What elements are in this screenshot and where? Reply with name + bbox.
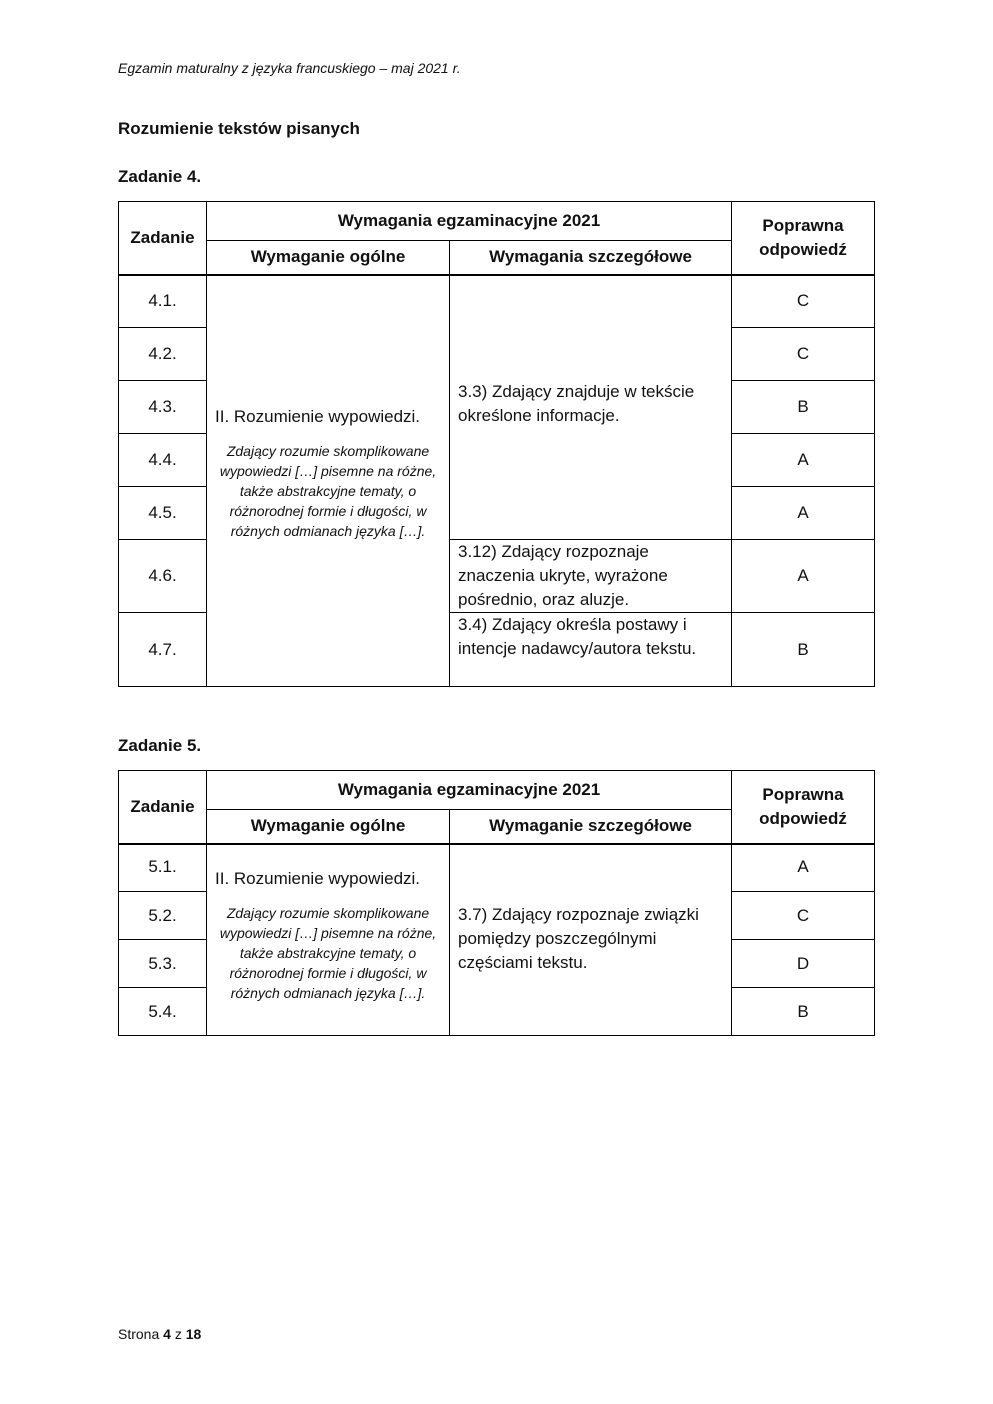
detail-requirement-text: 3.7) Zdający rozpoznaje związki pomiędzy poszczególnymi częściami tekstu.	[458, 904, 699, 972]
col-general-header: Wymaganie ogólne	[207, 241, 450, 275]
col-answer-line2: odpowiedź	[759, 808, 847, 828]
correct-answer: B	[732, 613, 875, 687]
detail-requirement-text: 3.3) Zdający znajduje w tekście określone informacje.	[458, 381, 695, 425]
page-footer	[118, 1326, 201, 1342]
task-5-table	[118, 770, 875, 1036]
col-detail-header: Wymaganie szczegółowe	[450, 810, 732, 844]
detail-requirement	[450, 613, 732, 687]
col-general-header: Wymaganie ogólne	[207, 810, 450, 844]
task-number: 4.1.	[119, 275, 207, 328]
footer-prefix: Strona	[118, 1326, 160, 1342]
col-answer-line1: Poprawna	[762, 784, 844, 804]
correct-answer: C	[732, 328, 875, 381]
footer-page-number: 4	[163, 1326, 171, 1342]
col-detail-header: Wymagania szczegółowe	[450, 241, 732, 275]
correct-answer: A	[732, 487, 875, 540]
task-number: 4.4.	[119, 434, 207, 487]
general-requirement-desc: Zdający rozumie skomplikowane wypowiedzi […] pisemne na różne, także abstrakcyjne tematy, o różnorodnej formie i długości, w różnych odmianach języka […].	[219, 904, 437, 1001]
task-5-title: Zadanie 5.	[118, 736, 202, 755]
correct-answer: A	[732, 844, 875, 892]
col-task-header: Zadanie	[119, 202, 207, 275]
group-header: Wymagania egzaminacyjne 2021	[207, 202, 732, 241]
task-number: 4.5.	[119, 487, 207, 540]
col-answer-header	[732, 771, 875, 844]
task-number: 5.4.	[119, 988, 207, 1036]
detail-requirement	[450, 844, 732, 1036]
correct-answer: B	[732, 381, 875, 434]
general-requirement-title: II. Rozumienie wypowiedzi.	[215, 868, 421, 888]
task-number: 4.6.	[119, 540, 207, 613]
col-answer-line1: Poprawna	[762, 215, 844, 235]
group-header: Wymagania egzaminacyjne 2021	[207, 771, 732, 810]
section-title: Rozumienie tekstów pisanych	[118, 119, 360, 138]
task-number: 4.3.	[119, 381, 207, 434]
col-task-header: Zadanie	[119, 771, 207, 844]
task-4-table	[118, 201, 875, 687]
footer-separator: z	[174, 1326, 182, 1342]
page-header: Egzamin maturalny z języka francuskiego – maj 2021 r.	[118, 60, 461, 76]
general-requirement	[207, 275, 450, 687]
correct-answer: D	[732, 940, 875, 988]
general-requirement	[207, 844, 450, 1036]
task-number: 4.2.	[119, 328, 207, 381]
task-number: 5.1.	[119, 844, 207, 892]
correct-answer: C	[732, 275, 875, 328]
detail-requirement	[450, 275, 732, 540]
footer-total-pages: 18	[185, 1326, 202, 1342]
task-number: 5.2.	[119, 892, 207, 940]
general-requirement-desc: Zdający rozumie skomplikowane wypowiedzi […] pisemne na różne, także abstrakcyjne tematy, o różnorodnej formie i długości, w różnych odmianach języka […].	[219, 442, 437, 539]
general-requirement-title: II. Rozumienie wypowiedzi.	[215, 406, 421, 426]
detail-requirement-text: 3.4) Zdający określa postawy i intencje nadawcy/autora tekstu.	[458, 615, 697, 658]
col-answer-header	[732, 202, 875, 275]
col-answer-line2: odpowiedź	[759, 239, 847, 259]
correct-answer: B	[732, 988, 875, 1036]
correct-answer: C	[732, 892, 875, 940]
task-number: 5.3.	[119, 940, 207, 988]
correct-answer: A	[732, 434, 875, 487]
detail-requirement-text: 3.12) Zdający rozpoznaje znaczenia ukryte, wyrażone pośrednio, oraz aluzje.	[458, 542, 668, 609]
task-number: 4.7.	[119, 613, 207, 687]
task-4-title: Zadanie 4.	[118, 167, 202, 186]
correct-answer: A	[732, 540, 875, 613]
detail-requirement	[450, 540, 732, 613]
